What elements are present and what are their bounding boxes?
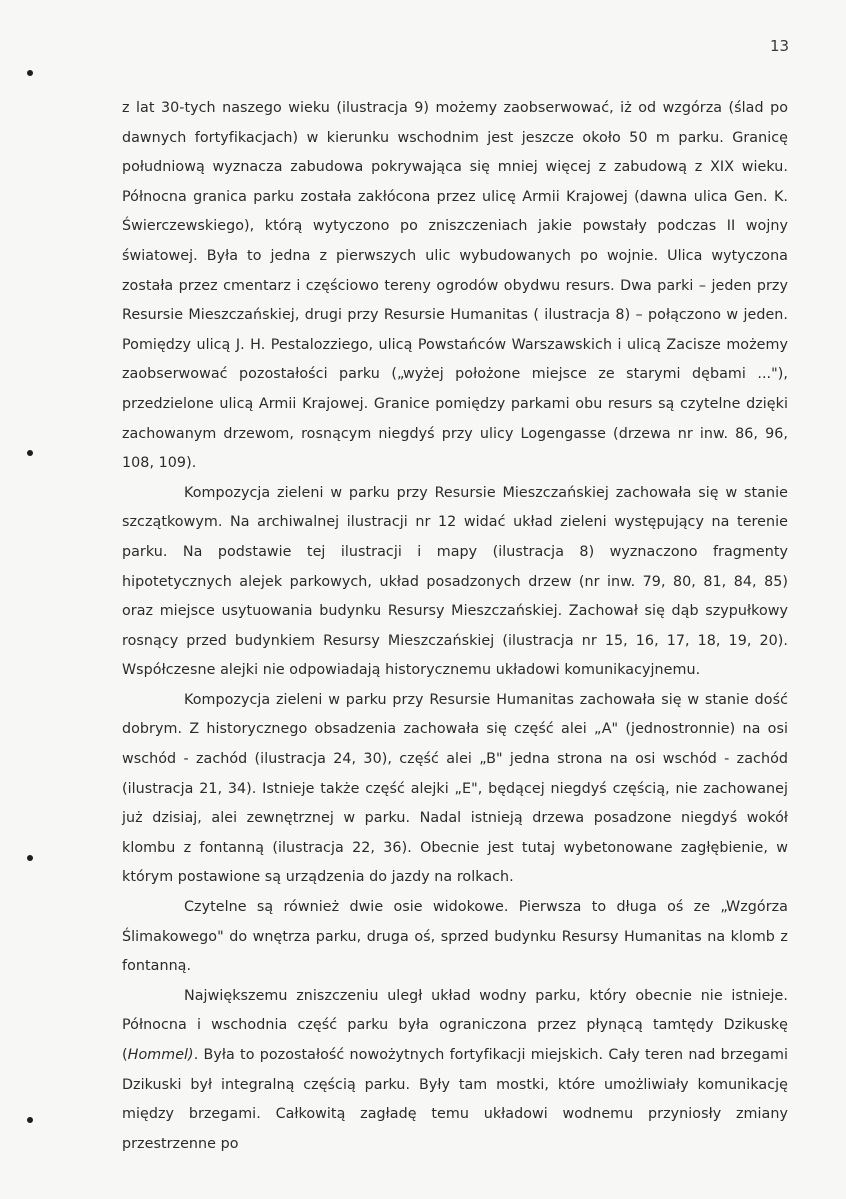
paragraph <box>122 686 788 893</box>
body-text <box>122 94 788 1159</box>
binder-hole-mark <box>27 1117 33 1123</box>
text-run-italic: Hommel) <box>127 1047 194 1063</box>
binder-hole-mark <box>27 70 33 76</box>
paragraph <box>122 94 788 479</box>
page-number: 13 <box>770 37 790 55</box>
paragraph <box>122 982 788 1160</box>
binder-hole-mark <box>27 450 33 456</box>
text-run: Czytelne są również dwie osie widokowe. Pierwsza to długa oś ze „Wzgórza Ślimakowego" do wnętrza parku, druga oś, sprzed budynku Resursy Humanitas na klomb z fontanną. <box>122 899 788 975</box>
text-run: Największemu zniszczeniu uległ układ wodny parku, który obecnie nie istnieje. Północna i wschodnia część parku była ograniczona przez płynącą tamtędy Dzikuskę ( <box>122 987 788 1063</box>
paragraph <box>122 893 788 982</box>
text-run: Kompozycja zieleni w parku przy Resursie Mieszczańskiej zachowała się w stanie szczątkowym. Na archiwalnej ilustracji nr 12 widać układ zieleni występujący na terenie parku. Na podstawie tej ilustracji i mapy (ilustracja 8) wyznaczono fragmenty hipotetycznych alejek parkowych, układ posadzonych drzew (nr inw. 79, 80, 81, 84, 85) oraz miejsce usytuowania budynku Resursy Mieszczańskiej. Zachował się dąb szypułkowy rosnący przed budynkiem Resursy Mieszczańskiej (ilustracja nr 15, 16, 17, 18, 19, 20). Współczesne alejki nie odpowiadają historycznemu układowi komunikacyjnemu. <box>122 484 788 679</box>
paragraph <box>122 479 788 686</box>
text-run: . Była to pozostałość nowożytnych fortyfikacji miejskich. Cały teren nad brzegami Dzikuski był integralną częścią parku. Były tam mostki, które umożliwiały komunikację między brzegami. Całkowitą zagładę temu układowi wodnemu przyniosły zmiany przestrzenne po <box>122 1047 788 1152</box>
text-run: Kompozycja zieleni w parku przy Resursie Humanitas zachowała się w stanie dość dobrym. Z historycznego obsadzenia zachowała się część alei „A" (jednostronnie) na osi wschód - zachód (ilustracja 24, 30), część alei „B" jedna strona na osi wschód - zachód (ilustracja 21, 34). Istnieje także część alejki „E", będącej niegdyś częścią, nie zachowanej już dzisiaj, alei zewnętrznej w parku. Nadal istnieją drzewa posadzone niegdyś wokół klombu z fontanną (ilustracja 22, 36). Obecnie jest tutaj wybetonowane zagłębienie, w którym postawione są urządzenia do jazdy na rolkach. <box>122 691 788 886</box>
binder-hole-mark <box>27 855 33 861</box>
text-run: z lat 30-tych naszego wieku (ilustracja 9) możemy zaobserwować, iż od wzgórza (ślad po dawnych fortyfikacjach) w kierunku wschodnim jest jeszcze około 50 m parku. Granicę południową wyznacza zabudowa pokrywająca się mniej więcej z zabudową z XIX wieku. Północna granica parku została zakłócona przez ulicę Armii Krajowej (dawna ulica Gen. K. Świerczewskiego), którą wytyczono po zniszczeniach jakie powstały podczas II wojny światowej. Była to jedna z pierwszych ulic wybudowanych po wojnie. Ulica wytyczona została przez cmentarz i częściowo tereny ogrodów obydwu resurs. Dwa parki – jeden przy Resursie Mieszczańskiej, drugi przy Resursie Humanitas ( ilustracja 8) – połączono w jeden. Pomiędzy ulicą J. H. Pestalozziego, ulicą Powstańców Warszawskich i ulicą Zacisze możemy zaobserwować pozostałości parku („wyżej położone miejsce ze starymi dębami ..."), przedzielone ulicą Armii Krajowej. Granice pomiędzy parkami obu resurs są czytelne dzięki zachowanym drzewom, rosnącym niegdyś przy ulicy Logengasse (drzewa nr inw. 86, 96, 108, 109). <box>122 100 788 472</box>
